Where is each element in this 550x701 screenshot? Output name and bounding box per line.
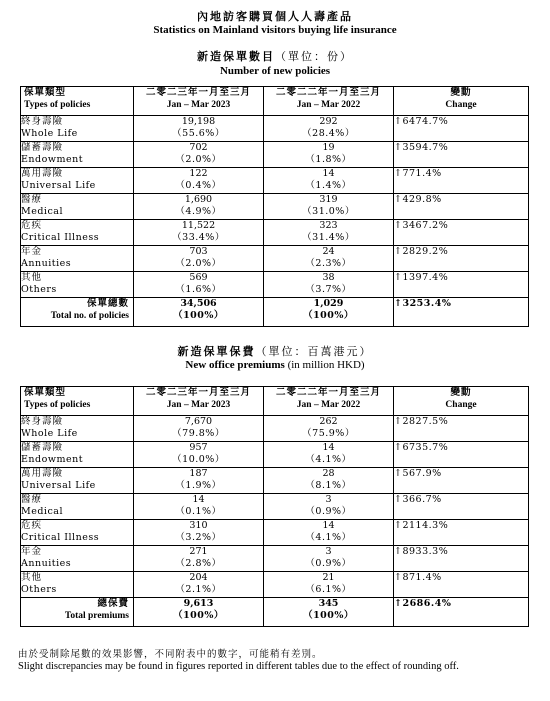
change-cell: ↑3467.2% — [394, 220, 529, 246]
policy-type-en: Endowment — [21, 454, 84, 465]
policy-type-zh: 年金 — [21, 546, 43, 557]
share-2022: （4.1%） — [305, 532, 352, 543]
policy-type-cell — [21, 142, 134, 168]
policy-type-cell — [21, 220, 134, 246]
table-row — [21, 572, 529, 598]
value-2023-cell — [134, 246, 264, 272]
header-period-2022-zh: 二零二二年一月至三月 — [275, 387, 381, 398]
policy-type-cell — [21, 194, 134, 220]
header-type-zh: 保單類型 — [24, 87, 67, 98]
header-period-2023-zh: 二零二三年一月至三月 — [145, 87, 251, 98]
header-change-zh: 變動 — [450, 87, 472, 98]
policy-type-en: Universal Life — [21, 180, 96, 191]
value-2022-cell — [264, 416, 394, 442]
total-change-cell: ↑3253.4% — [394, 298, 529, 327]
section2-title-chinese — [0, 343, 550, 359]
share-2023: （2.1%） — [175, 584, 222, 595]
header-period-2022-cell — [264, 87, 394, 116]
total-label-en: Total no. of policies — [50, 311, 129, 321]
header-period-2023-cell — [134, 387, 264, 416]
header-row — [21, 87, 529, 116]
footnote-english: Slight discrepancies may be found in figures reported in different tables due to the effect of rounding off. — [18, 661, 459, 672]
share-2022: （0.9%） — [305, 506, 352, 517]
value-2022: 14 — [322, 520, 335, 531]
total-2023-cell — [134, 598, 264, 627]
header-period-2022-zh: 二零二二年一月至三月 — [275, 87, 381, 98]
policy-type-zh: 醫療 — [21, 194, 43, 205]
table-row — [21, 272, 529, 298]
share-2022: （1.8%） — [305, 154, 352, 165]
share-2023: （1.6%） — [175, 284, 222, 295]
policy-type-zh: 危疾 — [21, 220, 43, 231]
header-period-2022-cell — [264, 387, 394, 416]
value-2022-cell — [264, 494, 394, 520]
total-share-2022: （100%） — [303, 310, 354, 321]
header-period-2022-en: Jan – Mar 2022 — [296, 400, 361, 410]
value-2023-cell — [134, 116, 264, 142]
header-change-cell — [394, 387, 529, 416]
share-2023: （2.0%） — [175, 154, 222, 165]
policy-type-zh: 儲蓄壽險 — [21, 142, 64, 153]
share-2022: （1.4%） — [305, 180, 352, 191]
value-2022: 38 — [322, 272, 335, 283]
change-cell: ↑2827.5% — [394, 416, 529, 442]
section1-title-english: Number of new policies — [219, 65, 331, 77]
value-2023: 11,522 — [181, 220, 216, 231]
total-label-zh: 保單總數 — [86, 298, 129, 309]
share-2022: （8.1%） — [305, 480, 352, 491]
new-premiums-table — [20, 386, 529, 627]
share-2022: （28.4%） — [302, 128, 355, 139]
policy-type-zh: 終身壽險 — [21, 416, 64, 427]
document-title-chinese: 內地訪客購買個人人壽產品 — [197, 10, 353, 23]
value-2022-cell — [264, 116, 394, 142]
section2-title-en-unit: (in million HKD) — [284, 359, 365, 371]
header-type-zh: 保單類型 — [24, 387, 67, 398]
share-2022: （0.9%） — [305, 558, 352, 569]
change-cell: ↑8933.3% — [394, 546, 529, 572]
total-label-cell — [21, 598, 134, 627]
total-2023-cell — [134, 298, 264, 327]
header-period-2023-zh: 二零二三年一月至三月 — [145, 387, 251, 398]
policy-type-cell — [21, 246, 134, 272]
total-label-zh: 總保費 — [97, 598, 129, 609]
share-2023: （0.1%） — [175, 506, 222, 517]
share-2022: （6.1%） — [305, 584, 352, 595]
header-period-2023-cell — [134, 87, 264, 116]
value-2023-cell — [134, 194, 264, 220]
table-row — [21, 442, 529, 468]
value-2023-cell — [134, 142, 264, 168]
policy-type-zh: 儲蓄壽險 — [21, 442, 64, 453]
policy-type-cell — [21, 520, 134, 546]
policy-type-cell — [21, 116, 134, 142]
change-cell: ↑771.4% — [394, 168, 529, 194]
share-2022: （3.7%） — [305, 284, 352, 295]
value-2022: 262 — [319, 416, 338, 427]
change-cell: ↑871.4% — [394, 572, 529, 598]
policy-type-zh: 年金 — [21, 246, 43, 257]
table-row — [21, 494, 529, 520]
section1-title-chinese — [0, 48, 550, 64]
value-2023-cell — [134, 168, 264, 194]
new-policies-table — [20, 86, 529, 327]
change-cell: ↑3594.7% — [394, 142, 529, 168]
policy-type-zh: 危疾 — [21, 520, 43, 531]
header-row — [21, 387, 529, 416]
share-2022: （4.1%） — [305, 454, 352, 465]
value-2022-cell — [264, 194, 394, 220]
share-2022: （31.0%） — [302, 206, 355, 217]
share-2023: （55.6%） — [172, 128, 225, 139]
value-2023: 204 — [189, 572, 208, 583]
total-change-cell: ↑2686.4% — [394, 598, 529, 627]
total-2022-cell — [264, 298, 394, 327]
share-2023: （4.9%） — [175, 206, 222, 217]
header-change-cell — [394, 87, 529, 116]
header-type-cell — [21, 87, 134, 116]
table-row — [21, 194, 529, 220]
total-label-cell — [21, 298, 134, 327]
table-row — [21, 246, 529, 272]
policy-type-cell — [21, 494, 134, 520]
value-2022-cell — [264, 442, 394, 468]
header-change-zh: 變動 — [450, 387, 472, 398]
value-2023-cell — [134, 520, 264, 546]
policy-type-en: Whole Life — [21, 428, 78, 439]
policy-type-en: Medical — [21, 506, 63, 517]
total-share-2022: （100%） — [303, 610, 354, 621]
total-2023: 34,506 — [180, 298, 217, 309]
policy-type-en: Critical Illness — [21, 532, 100, 543]
total-2022-cell — [264, 598, 394, 627]
policy-type-en: Whole Life — [21, 128, 78, 139]
value-2023: 310 — [189, 520, 208, 531]
policy-type-cell — [21, 416, 134, 442]
change-cell: ↑567.9% — [394, 468, 529, 494]
change-cell: ↑429.8% — [394, 194, 529, 220]
policy-type-en: Medical — [21, 206, 63, 217]
total-row — [21, 598, 529, 627]
share-2022: （2.3%） — [305, 258, 352, 269]
table-row — [21, 520, 529, 546]
header-type-cell — [21, 387, 134, 416]
value-2023-cell — [134, 442, 264, 468]
share-2023: （0.4%） — [175, 180, 222, 191]
value-2022-cell — [264, 246, 394, 272]
value-2022: 3 — [325, 494, 332, 505]
value-2023: 187 — [189, 468, 208, 479]
change-cell: ↑1397.4% — [394, 272, 529, 298]
value-2022: 14 — [322, 442, 335, 453]
policy-type-en: Annuities — [21, 258, 72, 269]
value-2023: 19,198 — [181, 116, 216, 127]
table-row — [21, 416, 529, 442]
header-period-2023-en: Jan – Mar 2023 — [166, 100, 231, 110]
value-2022-cell — [264, 142, 394, 168]
value-2022-cell — [264, 520, 394, 546]
section1-title-zh-text: 新造保單數目 — [197, 50, 275, 63]
value-2023: 957 — [189, 442, 208, 453]
value-2023-cell — [134, 468, 264, 494]
policy-type-en: Others — [21, 584, 57, 595]
change-cell: ↑6735.7% — [394, 442, 529, 468]
section1-unit: （單位：份） — [275, 50, 353, 63]
policy-type-cell — [21, 442, 134, 468]
document-title-english: Statistics on Mainland visitors buying life insurance — [153, 24, 397, 36]
change-cell: ↑2829.2% — [394, 246, 529, 272]
change-cell: ↑2114.3% — [394, 520, 529, 546]
table-row — [21, 116, 529, 142]
value-2022-cell — [264, 468, 394, 494]
value-2023-cell — [134, 546, 264, 572]
section2-title-en-main: New office premiums — [185, 359, 285, 371]
value-2022: 21 — [322, 572, 335, 583]
policy-type-en: Universal Life — [21, 480, 96, 491]
section2-title-zh-text: 新造保單保費 — [177, 345, 256, 358]
value-2023: 702 — [189, 142, 208, 153]
share-2023: （1.9%） — [175, 480, 222, 491]
header-change-en: Change — [445, 400, 477, 410]
table-row — [21, 142, 529, 168]
value-2023: 569 — [189, 272, 208, 283]
policy-type-zh: 萬用壽險 — [21, 468, 64, 479]
value-2022-cell — [264, 572, 394, 598]
share-2023: （2.0%） — [175, 258, 222, 269]
total-2023: 9,613 — [183, 598, 214, 609]
value-2023: 7,670 — [184, 416, 213, 427]
table-row — [21, 546, 529, 572]
value-2023: 122 — [189, 168, 208, 179]
value-2022: 319 — [319, 194, 338, 205]
value-2023: 703 — [189, 246, 208, 257]
total-label-en: Total premiums — [64, 611, 129, 621]
value-2022: 3 — [325, 546, 332, 557]
value-2022: 14 — [322, 168, 335, 179]
table-row — [21, 168, 529, 194]
value-2023-cell — [134, 272, 264, 298]
policy-type-zh: 其他 — [21, 572, 43, 583]
share-2023: （79.8%） — [172, 428, 225, 439]
policy-type-zh: 其他 — [21, 272, 43, 283]
share-2022: （31.4%） — [302, 232, 355, 243]
value-2023-cell — [134, 494, 264, 520]
share-2023: （2.8%） — [175, 558, 222, 569]
change-cell: ↑366.7% — [394, 494, 529, 520]
value-2022: 19 — [322, 142, 335, 153]
total-2022: 1,029 — [313, 298, 344, 309]
total-share-2023: （100%） — [173, 610, 224, 621]
policy-type-zh: 終身壽險 — [21, 116, 64, 127]
policy-type-zh: 醫療 — [21, 494, 43, 505]
share-2023: （10.0%） — [172, 454, 225, 465]
value-2023-cell — [134, 220, 264, 246]
header-type-en: Types of policies — [24, 400, 91, 410]
header-period-2022-en: Jan – Mar 2022 — [296, 100, 361, 110]
total-row — [21, 298, 529, 327]
value-2022-cell — [264, 546, 394, 572]
value-2022-cell — [264, 168, 394, 194]
share-2022: （75.9%） — [302, 428, 355, 439]
value-2023: 271 — [189, 546, 208, 557]
value-2022: 28 — [322, 468, 335, 479]
share-2023: （3.2%） — [175, 532, 222, 543]
policy-type-en: Annuities — [21, 558, 72, 569]
value-2023-cell — [134, 572, 264, 598]
policy-type-cell — [21, 468, 134, 494]
total-share-2023: （100%） — [173, 310, 224, 321]
footnote-chinese: 由於受制除尾數的效果影響，不同附表中的數字，可能稍有差別。 — [18, 649, 323, 660]
policy-type-zh: 萬用壽險 — [21, 168, 64, 179]
value-2022: 24 — [322, 246, 335, 257]
value-2022-cell — [264, 272, 394, 298]
value-2022: 292 — [319, 116, 338, 127]
value-2022-cell — [264, 220, 394, 246]
section2-unit: （單位：百萬港元） — [255, 345, 373, 358]
table-row — [21, 220, 529, 246]
change-cell: ↑6474.7% — [394, 116, 529, 142]
section2-title-english — [0, 359, 550, 371]
header-type-en: Types of policies — [24, 100, 91, 110]
policy-type-cell — [21, 572, 134, 598]
share-2023: （33.4%） — [172, 232, 225, 243]
policy-type-en: Others — [21, 284, 57, 295]
policy-type-cell — [21, 272, 134, 298]
value-2023-cell — [134, 416, 264, 442]
value-2022: 323 — [319, 220, 338, 231]
policy-type-cell — [21, 168, 134, 194]
table-row — [21, 468, 529, 494]
total-2022: 345 — [318, 598, 339, 609]
header-period-2023-en: Jan – Mar 2023 — [166, 400, 231, 410]
value-2023: 1,690 — [184, 194, 213, 205]
policy-type-cell — [21, 546, 134, 572]
policy-type-en: Endowment — [21, 154, 84, 165]
policy-type-en: Critical Illness — [21, 232, 100, 243]
value-2023: 14 — [192, 494, 205, 505]
header-change-en: Change — [445, 100, 477, 110]
